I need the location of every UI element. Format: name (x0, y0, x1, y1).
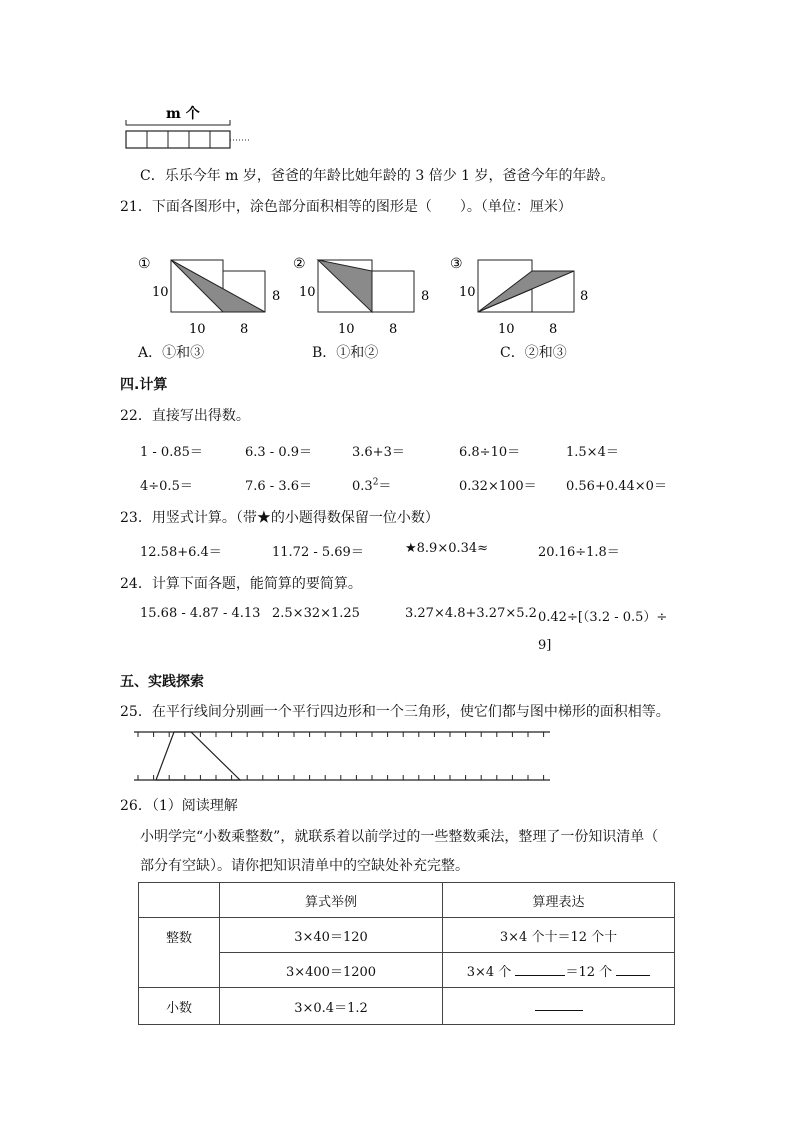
q26-paragraph-line-2: 部分有空缺）。请你把知识清单中的空缺处补充完整。 (140, 858, 469, 874)
figure-label-bottom-left: 10 (338, 322, 355, 337)
q21-figure-2 (291, 248, 441, 340)
answer-blank[interactable] (515, 963, 565, 976)
q22-item: 7.6 - 3.6＝ (245, 479, 313, 494)
figure-label-bottom-right: 8 (240, 322, 249, 337)
q22-item: 0.32×100＝ (459, 479, 537, 494)
q23-item: 11.72 - 5.69＝ (272, 545, 364, 560)
q22-power-base: 0.3 (352, 479, 373, 494)
q23-item: 20.16÷1.8＝ (538, 545, 620, 560)
q26-paragraph-line-1: 小明学完“小数乘整数”，就联系着以前学过的一些整数乘法，整理了一份知识清单（ (140, 829, 659, 845)
q23-text: 23．用竖式计算。（带★的小题得数保留一位小数） (120, 510, 439, 526)
figure-label-bottom-left: 10 (498, 322, 515, 337)
q25-text: 25．在平行线间分别画一个平行四边形和一个三角形，使它们都与图中梯形的面积相等。 (120, 704, 670, 720)
q22-item: 0.56+0.44×0＝ (566, 479, 667, 494)
figure-label-left: 10 (459, 285, 476, 300)
q22-item: 4÷0.5＝ (140, 479, 193, 494)
q24-item: 2.5×32×1.25 (272, 606, 360, 621)
q22-text: 22．直接写出得数。 (120, 408, 250, 424)
table-cell-reasoning-blanks (443, 953, 675, 988)
q22-item-power (352, 475, 391, 494)
figure-label-right: 8 (580, 289, 589, 304)
reasoning-text-a: 3×4 个 (466, 964, 512, 980)
q21-text: 21．下面各图形中，涂色部分面积相等的图形是（ ）。（单位：厘米） (120, 199, 572, 215)
knowledge-table (138, 882, 675, 1025)
table-row-label-integer: 整数 (139, 918, 220, 988)
reasoning-text-b: ＝12 个 (565, 964, 613, 980)
answer-blank[interactable] (535, 998, 583, 1011)
q23-item: 12.58+6.4＝ (140, 545, 222, 560)
q22-power-equals: ＝ (378, 479, 392, 494)
table-cell-reasoning-blank (443, 988, 675, 1025)
figure-label-bottom-right: 8 (389, 322, 398, 337)
answer-blank[interactable] (616, 963, 650, 976)
q20-option-c: C．乐乐今年 m 岁，爸爸的年龄比她年龄的 3 倍少 1 岁，爸爸今年的年龄。 (140, 168, 615, 184)
q26-title: 26．（1）阅读理解 (120, 798, 238, 814)
figure-marker: ② (293, 256, 306, 272)
table-row-label-decimal: 小数 (139, 988, 220, 1025)
q21-figure-3 (448, 248, 598, 340)
q24-item: 15.68 - 4.87 - 4.13 (140, 606, 261, 621)
figure-label-right: 8 (421, 289, 430, 304)
q24-item-continued: 9] (538, 638, 552, 653)
table-header-corner (139, 883, 220, 918)
q21-option-b: B．①和② (312, 345, 379, 361)
table-cell-example: 3×0.4＝1.2 (220, 988, 443, 1025)
figure-marker: ① (138, 256, 151, 272)
q22-item: 3.6+3＝ (352, 445, 405, 460)
q21-option-a: A．①和③ (138, 345, 205, 361)
q22-item: 6.3 - 0.9＝ (245, 445, 313, 460)
table-cell-example: 3×40＝120 (220, 918, 443, 953)
trapezoid (156, 732, 240, 780)
figure-label-bottom-right: 8 (549, 322, 558, 337)
q22-item: 1 - 0.85＝ (140, 445, 203, 460)
figure-label-right: 8 (272, 289, 281, 304)
table-header-example: 算式举例 (220, 883, 443, 918)
table-header-reasoning: 算理表达 (443, 883, 675, 918)
figure-marker: ③ (450, 256, 463, 272)
q24-item: 3.27×4.8+3.27×5.2 (405, 606, 537, 621)
table-cell-example: 3×400＝1200 (220, 953, 443, 988)
section-4-heading: 四.计算 (120, 377, 168, 393)
q21-option-c: C．②和③ (500, 345, 567, 361)
figure-label-left: 10 (299, 285, 316, 300)
q22-item: 6.8÷10＝ (459, 445, 521, 460)
parallel-lines-figure (134, 728, 554, 784)
q23-item: ★8.9×0.34≈ (405, 541, 489, 556)
q22-power-exponent: 2 (372, 477, 379, 488)
boxes-figure (118, 100, 258, 150)
figure-label-left: 10 (152, 285, 169, 300)
q24-text: 24．计算下面各题，能简算的要简算。 (120, 576, 362, 592)
q22-item: 1.5×4＝ (566, 445, 619, 460)
q24-item: 0.42÷[（3.2 - 0.5）÷ (538, 610, 668, 625)
boxes-figure-label: m 个 (166, 106, 200, 122)
table-cell-reasoning: 3×4 个十＝12 个十 (443, 918, 675, 953)
figure-label-bottom-left: 10 (189, 322, 206, 337)
section-5-heading: 五、实践探索 (120, 674, 204, 690)
q21-figure-1 (134, 248, 284, 340)
